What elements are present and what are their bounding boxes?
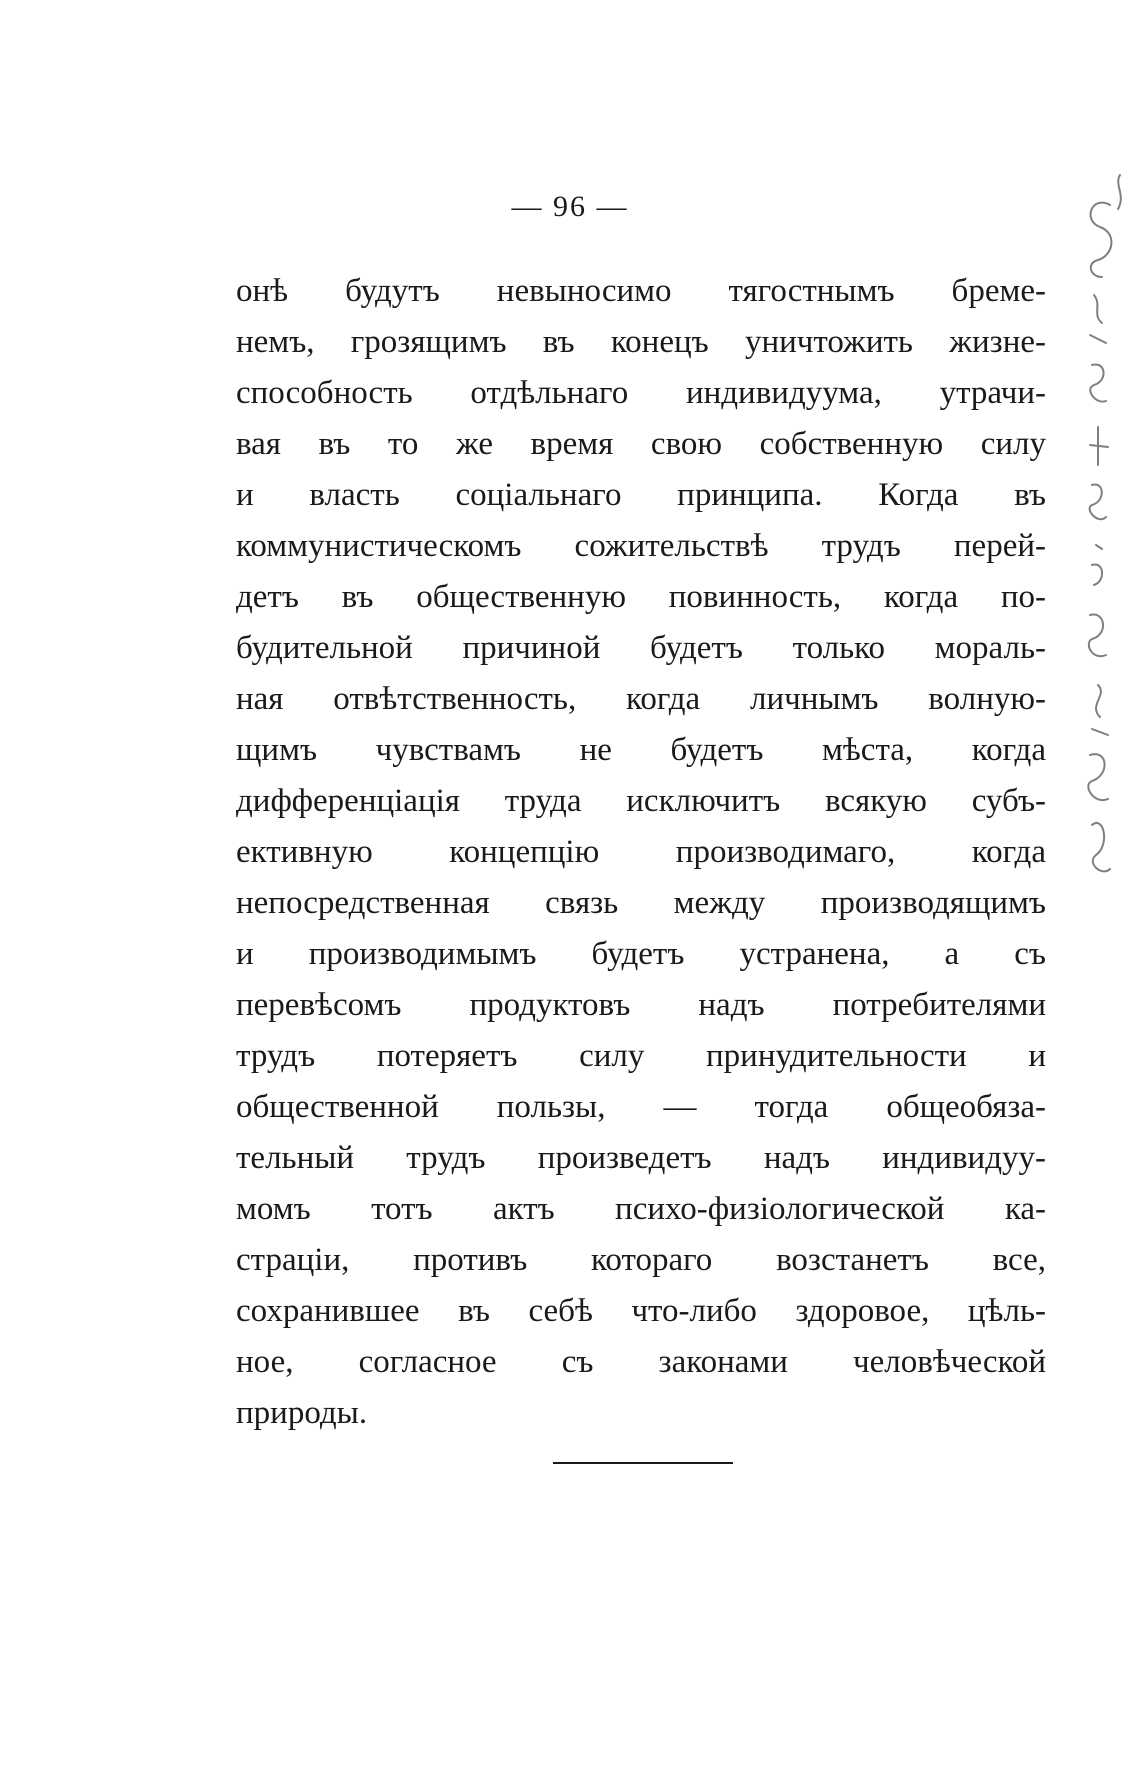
handwritten-signature: [1062, 165, 1134, 885]
text-line: трудъ потеряетъ силу принудительности и: [236, 1038, 1046, 1074]
body-text: [236, 266, 1046, 1439]
text-line: момъ тотъ актъ психо-физіологической ка-: [236, 1191, 1046, 1227]
text-line: тельный трудъ произведетъ надъ индивидуу-: [236, 1140, 1046, 1176]
text-line: детъ въ общественную повинность, когда по-: [236, 579, 1046, 615]
text-line: ное, согласное съ законами человѣческой: [236, 1344, 1046, 1380]
text-line: онѣ будутъ невыносимо тягостнымъ бреме-: [236, 273, 1046, 309]
text-line: коммунистическомъ сожительствѣ трудъ перей-: [236, 528, 1046, 564]
text-line: общественной пользы, — тогда общеобяза-: [236, 1089, 1046, 1125]
text-line: страціи, противъ котораго возстанетъ все,: [236, 1242, 1046, 1278]
text-line: немъ, грозящимъ въ конецъ уничтожить жизне-: [236, 324, 1046, 360]
section-end-rule: [553, 1462, 733, 1464]
text-line: сохранившее въ себѣ что-либо здоровое, цѣль-: [236, 1293, 1046, 1329]
text-line: ективную концепцію производимаго, когда: [236, 834, 1046, 870]
text-line: и власть соціальнаго принципа. Когда въ: [236, 477, 1046, 513]
text-line: природы.: [236, 1395, 368, 1431]
text-line: способность отдѣльнаго индивидуума, утрачи-: [236, 375, 1046, 411]
text-line: дифференціація труда исключитъ всякую субъ-: [236, 783, 1046, 819]
text-line: непосредственная связь между производящимъ: [236, 885, 1046, 921]
text-line: вая въ то же время свою собственную силу: [236, 426, 1046, 462]
text-line: щимъ чувствамъ не будетъ мѣста, когда: [236, 732, 1046, 768]
text-line: ная отвѣтственность, когда личнымъ волную-: [236, 681, 1046, 717]
text-line: перевѣсомъ продуктовъ надъ потребителями: [236, 987, 1046, 1023]
text-line: и производимымъ будетъ устранена, а съ: [236, 936, 1046, 972]
text-line: будительной причиной будетъ только мораль-: [236, 630, 1046, 666]
page-number: — 96 —: [511, 190, 629, 223]
